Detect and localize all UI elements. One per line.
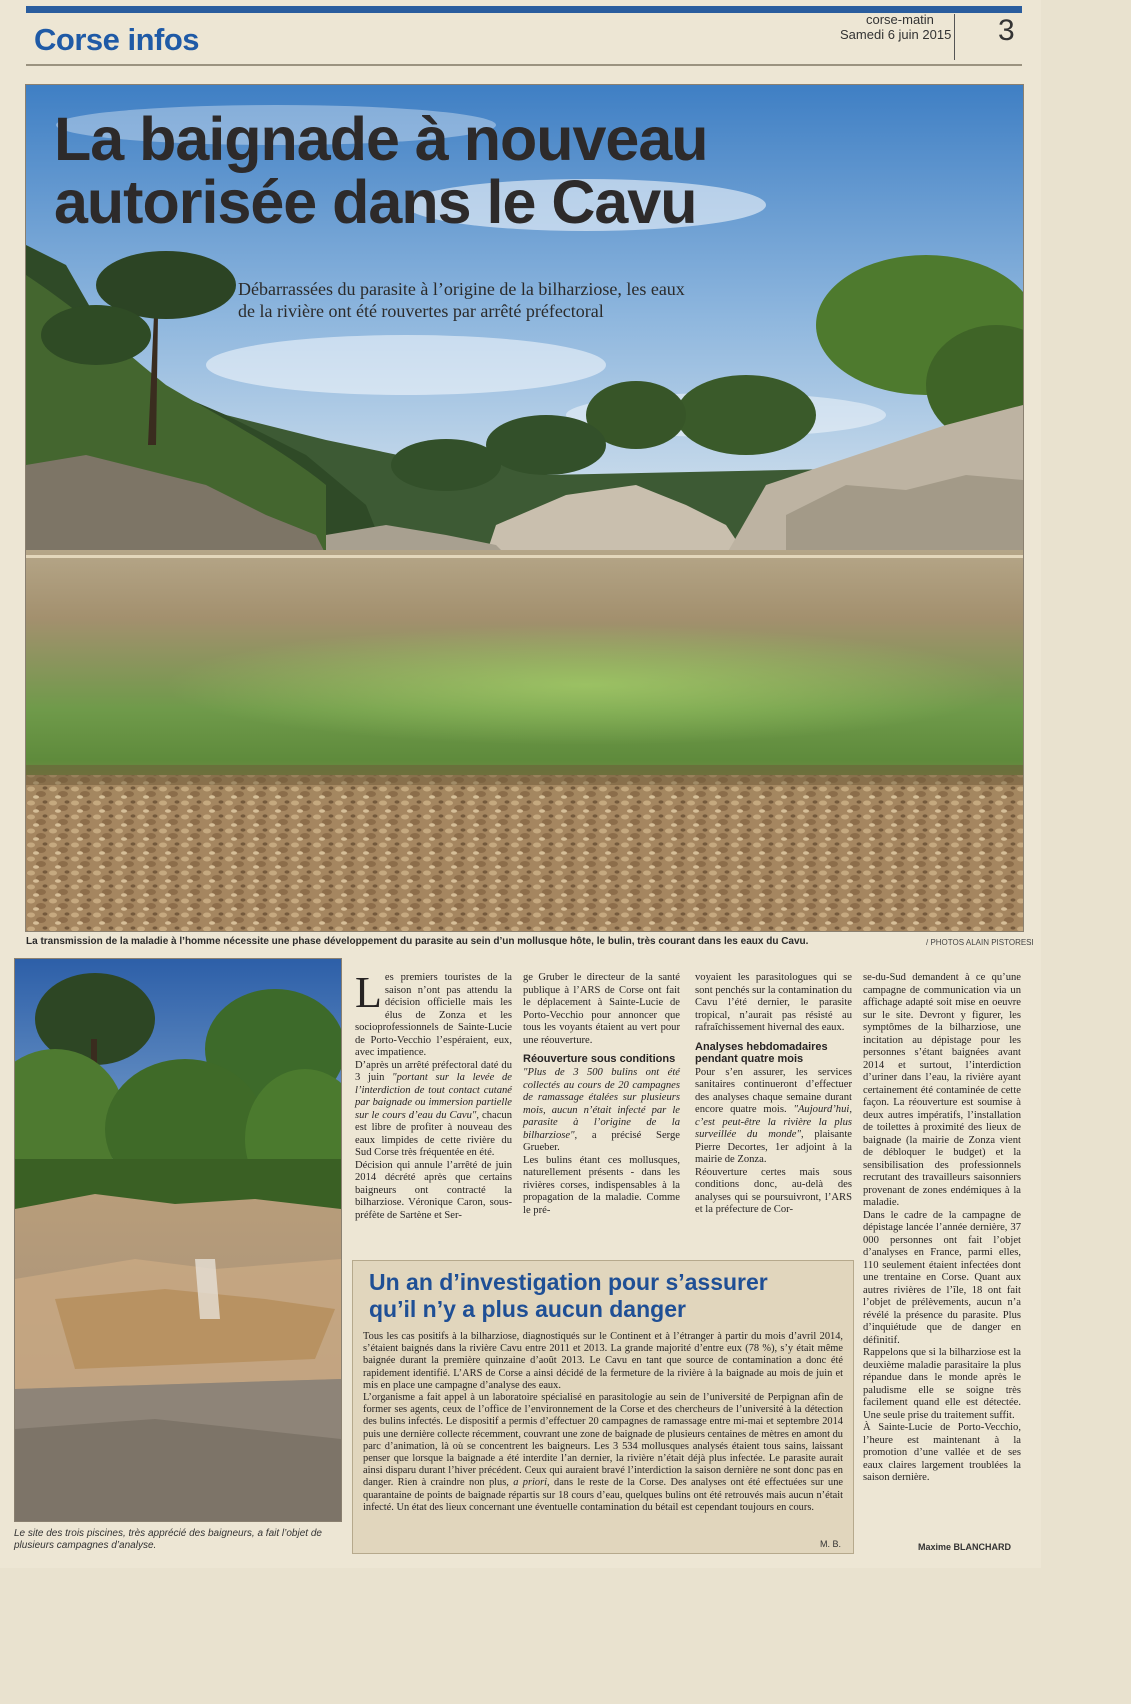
article-paragraph bbox=[695, 1067, 852, 1167]
article-text: , a précisé Serge Grueber. bbox=[523, 1129, 680, 1153]
masthead-divider bbox=[954, 14, 955, 60]
natural-pools-photo bbox=[14, 958, 342, 1522]
article-text: D’après un arrêté préfectoral daté du 3 juin bbox=[355, 1059, 512, 1083]
page-number: 3 bbox=[998, 14, 1015, 47]
article-text: es premiers touristes de la saison n’ont pas attendu la décision officielle mais les élus de Zonza et les socioprofessionnels de Sainte-Lucie de Porto-Vecchio l’espéraient, eux, avec impatience. bbox=[355, 972, 512, 1058]
subheading-reopening: Réouverture sous conditions bbox=[523, 1053, 676, 1065]
box-signature: M. B. bbox=[819, 1539, 841, 1549]
masthead-bottom-rule bbox=[26, 64, 1022, 66]
article-text: , plaisante Pierre Decortes, 1er adjoint à la mairie de Zonza. bbox=[695, 1129, 852, 1165]
article-paragraph: se-du-Sud demandent à ce qu’une campagne de communication via un affichage adapté soit mise en oeuvre sur le site. Devront y figurer, les symptômes de la bilharziose, une incitation au dépistage pour les personnes s’étant baignées avant 2014 et surtout, l’interdiction d’uriner dans l’eau, la rivière ayant certainement été contaminée de cette façon. La réouverture est soumise à deux autres impératifs, l’installation de toilettes à proximité des lieux de baignade (la mairie de Zonza vient de débloquer le budget) et la sensibilisation des professionnels recrutant des travailleurs saisonniers provenant de zones endémiques à la maladie. bbox=[863, 972, 1021, 1208]
article-text: , chacun est libre de profiter à nouveau des eaux limpides de cette rivière du Sud Corse très fréquentée en été. bbox=[355, 1109, 513, 1158]
headline-line-2: autorisée dans le Cavu bbox=[54, 168, 697, 236]
article-quote: "Aujourd’hui, c’est peut-être la rivière la plus surveillée du monde" bbox=[695, 1104, 852, 1140]
investigation-box bbox=[352, 1260, 854, 1554]
article-column-3 bbox=[695, 972, 852, 1217]
article-quote: "Plus de 3 500 bulins ont été collectés au cours de 20 campagnes de ramassage étalées sur plusieurs mois, aucun n’était infecté par le parasite à l’origine de la bilharziose" bbox=[523, 1067, 680, 1141]
article-paragraph bbox=[355, 968, 512, 1060]
box-text: L’organisme a fait appel à un laboratoire spécialisé en parasitologie au sein de l’université de Perpignan afin de former ses agents, ceux de l’office de l’environnement de la Corse et des chercheurs de l’université à la détection des bulins infectés. Le dispositif a permis d’effectuer 20 campagnes de ramassage entre mi-mai et septembre 2014 puis une dernière collecte récemment, couvrant une zone de baignade de plusieurs centaines de mètres en amont du parc d’animation, là où se concentrent les baigneurs. Les 3 534 mollusques analysés étaient tous sains, laissant penser que lorsque la baignade a été interdite l’an dernier, la rivière n’était déjà plus infectée. Le parasite aurait ainsi disparu durant l’hiver précédent. Ceux qui auraient bravé l’interdiction la saison dernière ne sont donc pas en danger. Rien à craindre non plus, bbox=[363, 1392, 843, 1489]
article-quote: "portant sur la levée de l’interdiction de tout contact cutané par baignade ou immersion partielle sur le cours d’eau du Cavu" bbox=[355, 1072, 512, 1121]
article-paragraph: Dans le cadre de la campagne de dépistage lancée l’année dernière, 37 000 personnes ont fait l’objet d’analyses en France, parmi elles, 110 seulement étaient infectées dont une trentaine en Corse. Quant aux autres rivières de l’île, 18 ont fait l’objet de prélèvements, aucun n’a révélé la présence du parasite. Plus d’inquiétude que de danger en définitif. bbox=[863, 1209, 1021, 1346]
article-column-4 bbox=[863, 972, 1021, 1485]
box-text: , dans le reste de la Corse. Des analyses ont été effectuées sur une quarantaine de points de baignade répartis sur 18 cours d’eau, quelques bulins ont été retrouvés mais aucun n’était infecté. Un état des lieux concernant une éventuelle contamination du bétail est cependant toujours en cours. bbox=[363, 1477, 843, 1513]
drop-cap: L bbox=[355, 968, 382, 1017]
article-column-2 bbox=[523, 972, 680, 1217]
box-italic: a priori bbox=[513, 1477, 548, 1489]
standfirst bbox=[238, 278, 958, 322]
headline bbox=[54, 105, 874, 236]
author-byline: Maxime BLANCHARD bbox=[918, 1542, 1012, 1552]
article-paragraph: Décision qui annule l’arrêté de juin 2014 décrété après que certains baigneurs ont contracté la bilharziose. Véronique Caron, sous-préfète de Sartène et Ser- bbox=[355, 1159, 512, 1221]
standfirst-line-2: de la rivière ont été rouvertes par arrêté préfectoral bbox=[238, 301, 604, 321]
box-title-line-2: qu’il n’y a plus aucun danger bbox=[369, 1296, 686, 1322]
photo2-caption: Le site des trois piscines, très apprécié des baigneurs, a fait l’objet de plusieurs campagnes d’analyse. bbox=[14, 1528, 322, 1551]
article-paragraph bbox=[523, 1067, 680, 1155]
standfirst-line-1: Débarrassées du parasite à l’origine de la bilharziose, les eaux bbox=[238, 279, 685, 299]
issue-date: Samedi 6 juin 2015 bbox=[840, 27, 952, 42]
article-paragraph: voyaient les parasitologues qui se sont penchés sur la contamination du Cavu l’été dernier, le parasite tropical, n’aurait pas résisté au rafraîchissement hivernal des eaux. bbox=[695, 972, 852, 1033]
photo-caption: La transmission de la maladie à l’homme nécessite une phase développement du parasite au sein d’un mollusque hôte, le bulin, très courant dans les eaux du Cavu. bbox=[26, 936, 809, 947]
headline-line-1: La baignade à nouveau bbox=[54, 105, 708, 173]
article-paragraph: Les bulins étant ces mollusques, naturellement présents - dans les rivières corses, indispensables à la propagation de la maladie. Comme le pré- bbox=[523, 1154, 680, 1216]
newspaper-name: corse-matin bbox=[866, 12, 934, 27]
box-paragraph: Tous les cas positifs à la bilharziose, diagnostiqués sur le Continent et à l’étranger à partir du mois d’avril 2014, s’étaient baignés dans la rivière Cavu entre 2011 et 2013. La grande majorité d’entre eux (78 %), s’y était même baignée durant la première quinzaine d’août 2013. Le Cavu en tant que source de contamination a donc été rapidement identifié. L’ARS de Corse a ainsi décidé de la fermeture de la rivière à la baignade au mois de juin et mis en place une campagne d’analyse des eaux. bbox=[363, 1331, 843, 1391]
box-body bbox=[363, 1331, 843, 1514]
article-paragraph: À Sainte-Lucie de Porto-Vecchio, l’heure est maintenant à la promotion d’une vallée et de ses eaux claires largement troublées la saison dernière. bbox=[863, 1422, 1021, 1483]
article-column-1 bbox=[355, 968, 513, 1222]
article-paragraph: ge Gruber le directeur de la santé publique à l’ARS de Corse ont fait le déplacement à Sainte-Lucie de Porto-Vecchio pour annoncer que tous les voyants étaient au vert pour une réouverture. bbox=[523, 972, 680, 1046]
article-paragraph: Rappelons que si la bilharziose est la deuxième maladie parasitaire la plus répandue dans le monde après le paludisme elle se soigne très facilement quand elle est détectée. Une seule prise du traitement suffit. bbox=[863, 1347, 1021, 1421]
section-title: Corse infos bbox=[34, 22, 200, 57]
box-title-line-1: Un an d’investigation pour s’assurer bbox=[369, 1269, 768, 1295]
article-text: Pour s’en assurer, les services sanitaires continueront d’effectuer des analyses chaque semaine durant encore quatre mois. bbox=[695, 1066, 852, 1115]
box-title bbox=[369, 1269, 839, 1323]
photo-credit: / PHOTOS ALAIN PISTORESI bbox=[926, 938, 1034, 947]
article-paragraph: Réouverture certes mais sous conditions donc, au-delà des analyses qui se poursuivront, l’ARS et la préfecture de Cor- bbox=[695, 1166, 852, 1215]
subheading-weekly-analyses: Analyses hebdomadaires pendant quatre mois bbox=[695, 1040, 828, 1065]
article-paragraph bbox=[355, 1060, 512, 1160]
box-paragraph bbox=[363, 1392, 843, 1514]
